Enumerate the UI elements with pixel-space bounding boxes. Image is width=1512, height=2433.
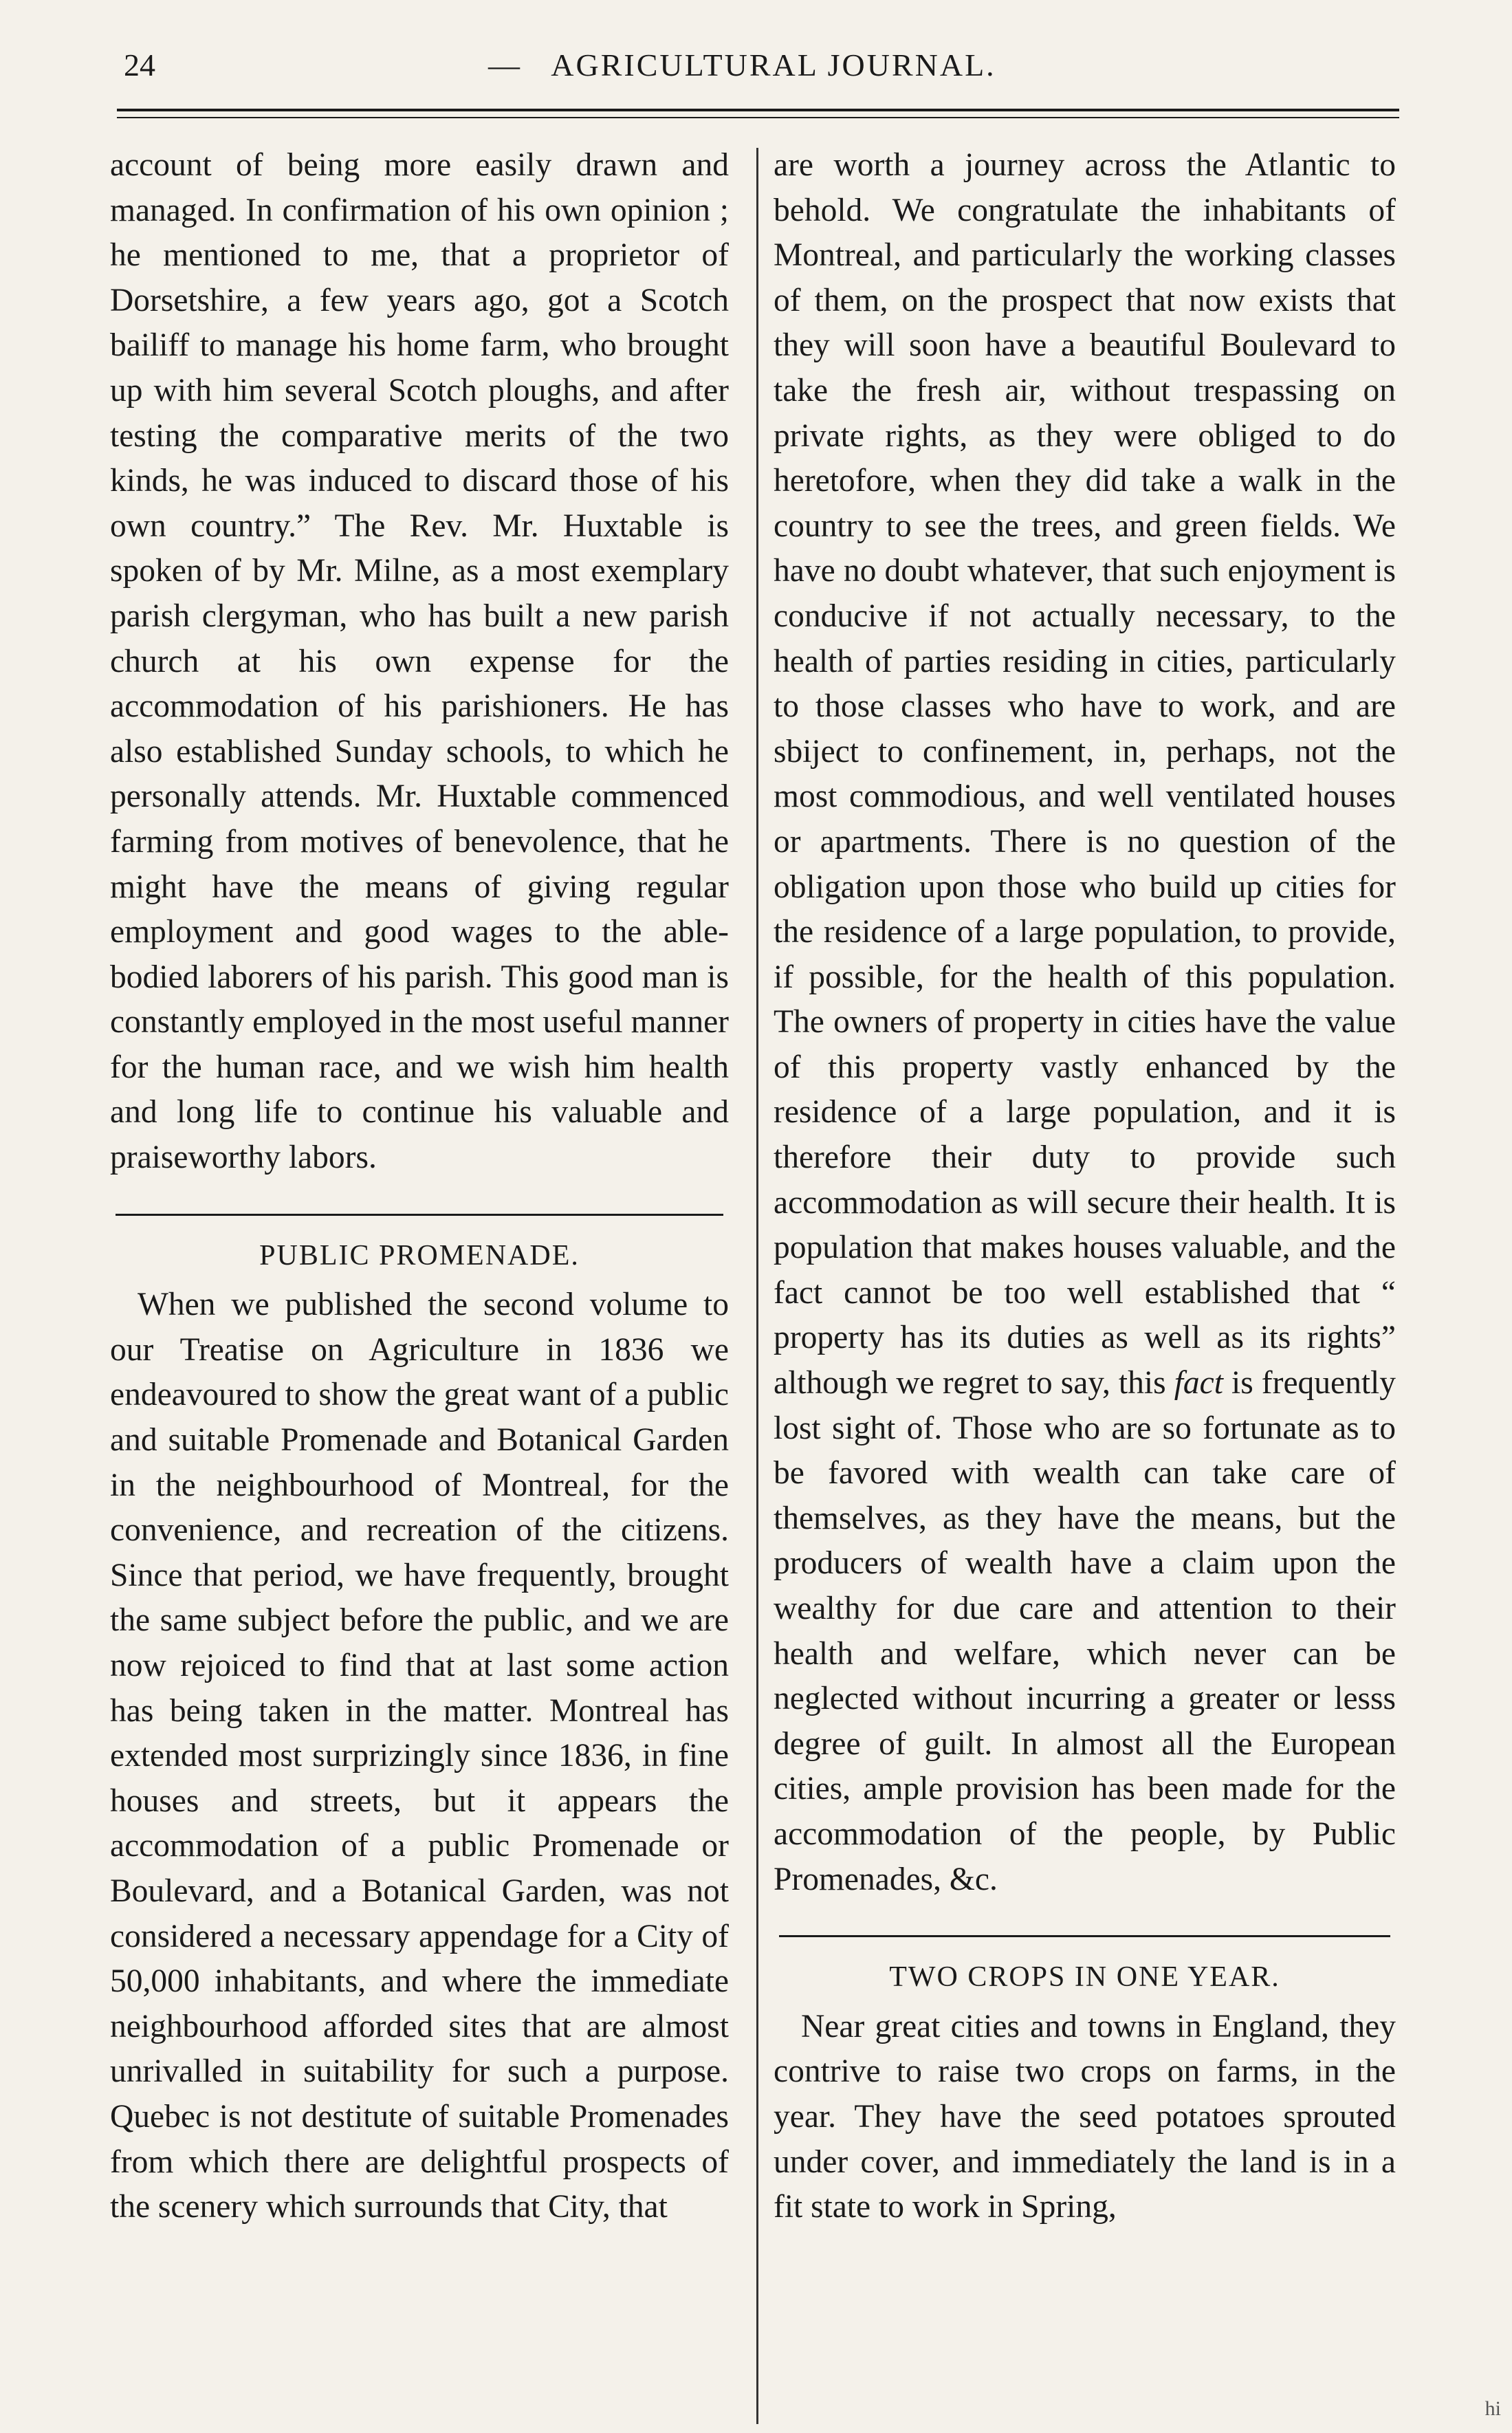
- two-crops-heading: TWO CROPS IN ONE YEAR.: [889, 1961, 1280, 1994]
- italic-fact: fact: [1174, 1365, 1223, 1401]
- promenade-paragraph: When we published the second volume to our Treatise on Agriculture in 1836 we endeavoured to show the great want of a public and suitable Promenade and Botanical Garden in the neighbourhood of Montreal, for the convenience, and recreation of the citizens. Since that period, we have frequently, brought the same subject before the public, and we are now rejoiced to find that at last some action has being taken in the matter. Montreal has extended most surprizingly since 1836, in fine houses and streets, but it appears the accommodation of a public Promenade or Boulevard, and a Botanical Garden, was not considered a necessary appendage for a City of 50,000 inhabitants, and where the immediate neighbourhood afforded sites that are almost unrivalled in suitability for such a purpose. Quebec is not destitute of suitable Promenades from which there are delightful prospects of the scenery which surrounds that City, that: [110, 1287, 729, 2225]
- section-divider: [779, 1935, 1390, 1937]
- corner-mark: hi: [1484, 2397, 1501, 2420]
- header-rule-thin: [117, 117, 1399, 118]
- huxtable-paragraph: account of being more easily drawn and managed. In confirmation of his own opinion ; he mentioned to me, that a proprietor of Dorsetshire, a few years ago, got a Scotch bailiff to manage his home farm, who brought up with him several Scotch ploughs, and after testing the comparative merits of the two kinds, he was induced to discard those of his own country.” The Rev. Mr. Huxtable is spoken of by Mr. Milne, as a most exemplary parish clergyman, who has built a new parish church at his own expense for the accommodation of his parishioners. He has also established Sunday schools, to which he personally attends. Mr. Huxtable commenced farming from motives of benevolence, that he might have the means of giving regular employment and good wages to the able-bodied laborers of his parish. This good man is constantly employed in the most useful manner for the human race, and we wish him health and long life to continue his valuable and praiseworthy labors.: [110, 147, 729, 1176]
- column-divider: [756, 148, 758, 2424]
- header-dash: —: [488, 47, 520, 83]
- left-column: [110, 143, 729, 2230]
- public-promenade-heading: PUBLIC PROMENADE.: [259, 1239, 580, 1272]
- page-header: [103, 47, 1403, 95]
- right-column: [774, 143, 1396, 2230]
- header-rule-thick: [117, 109, 1399, 111]
- promenade-text-b: is frequently lost sight of. Those who are so fortunate as to be favored with wealth can take care of themselves, as they have the means, but the producers of wealth have a claim upon the wealthy for due care and attention to their health and welfare, which never can be neglected without incurring a greater or lesss degree of guilt. In almost all the European cities, ample provision has been made for the accommodation of the people, by Public Promenades, &c.: [774, 1365, 1396, 1897]
- two-crops-paragraph: Near great cities and towns in England, they contrive to raise two crops on farms, in the year. They have the seed potatoes sprouted under cover, and immediately the land is in a fit state to work in Spring,: [774, 2008, 1396, 2225]
- page-number: 24: [124, 47, 155, 83]
- promenade-text-a: are worth a journey across the Atlantic to behold. We congratulate the inhabitants of Montreal, and particularly the working classes of them, on the prospect that now exists that they will soon have a beautiful Boulevard to take the fresh air, without trespassing on private rights, as they were obliged to do heretofore, when they did take a walk in the country to see the trees, and green fields. We have no doubt whatever, that such enjoyment is conducive if not actually necessary, to the health of parties residing in cities, particularly to those classes who have to work, and are sbiject to confinement, in, perhaps, not the most commodious, and well ventilated houses or apartments. There is no question of the obligation upon those who build up cities for the residence of a large population, to provide, if possible, for the health of this population. The owners of property in cities have the value of this property vastly enhanced by the residence of a large population, and it is therefore their duty to provide such accommodation as will secure their health. It is population that makes houses valuable, and the fact cannot be too well established that “ property has its duties as well as its rights” although we regret to say, this: [774, 147, 1396, 1401]
- section-divider: [116, 1214, 723, 1216]
- promenade-continued-paragraph: [774, 143, 1396, 1902]
- journal-title: AGRICULTURAL JOURNAL.: [551, 47, 996, 83]
